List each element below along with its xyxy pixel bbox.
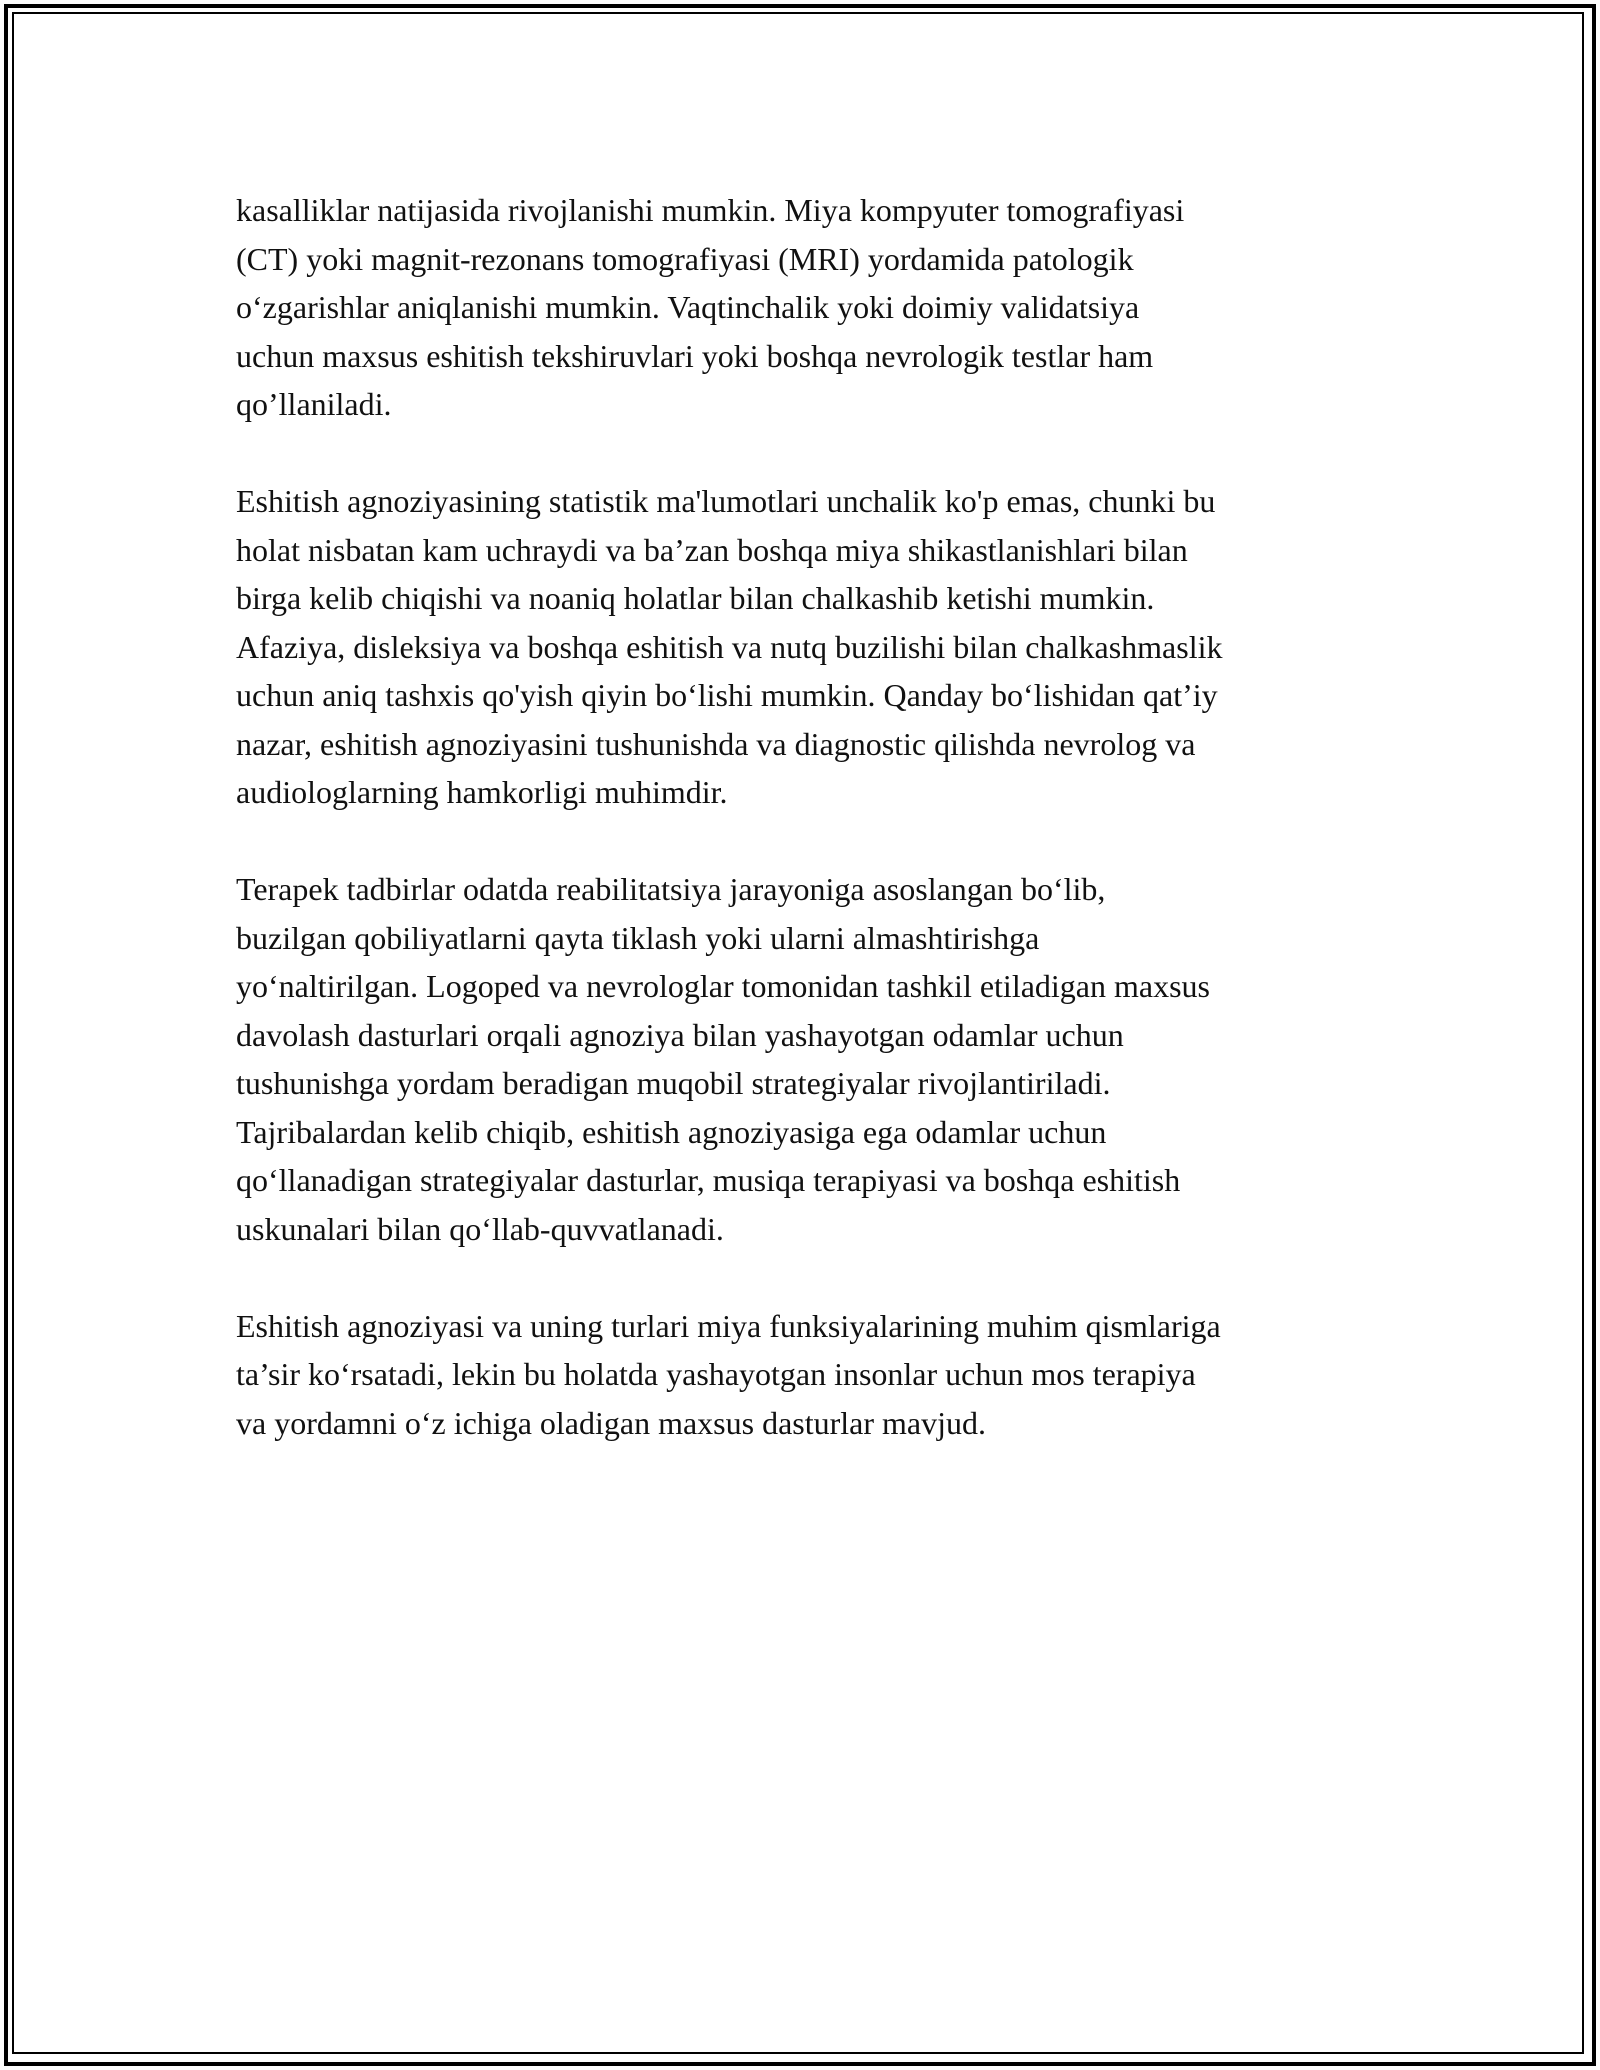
text-line: va yordamni o‘z ichiga oladigan maxsus dasturlar mavjud. (236, 1404, 987, 1441)
text-line: buzilgan qobiliyatlarni qayta tiklash yoki ularni almashtirishga (236, 919, 1040, 956)
text-line: Terapek tadbirlar odatda reabilitatsiya jarayoniga asoslangan bo‘lib, (236, 871, 1106, 907)
paragraph-4 (236, 1302, 1386, 1448)
text-line: (CT) yoki magnit-rezonans tomografiyasi (MRI) yordamida patologik (236, 240, 1134, 277)
text-line: Eshitish agnoziyasi va uning turlari miya funksiyalarining muhim qismlariga (236, 1307, 1221, 1344)
text-line: nazar, eshitish agnoziyasini tushunishda va diagnostic qilishda nevrolog va (236, 725, 1196, 762)
text-line: o‘zgarishlar aniqlanishi mumkin. Vaqtinchalik yoki doimiy validatsiya (236, 289, 1140, 325)
text-line: audiologlarning hamkorligi muhimdir. (236, 774, 728, 810)
text-line: birga kelib chiqishi va noaniq holatlar bilan chalkashib ketishi mumkin. (236, 580, 1155, 616)
text-line: Eshitish agnoziyasining statistik ma'lumotlari unchalik ko'p emas, chunki bu (236, 483, 1216, 519)
text-line: holat nisbatan kam uchraydi va ba’zan boshqa miya shikastlanishlari bilan (236, 531, 1188, 568)
text-line: davolash dasturlari orqali agnoziya bilan yashayotgan odamlar uchun (236, 1016, 1124, 1053)
text-line: Tajribalardan kelib chiqib, eshitish agnoziyasiga ega odamlar uchun (236, 1113, 1107, 1150)
text-line: qo’llaniladi. (236, 386, 392, 422)
text-line: uchun maxsus eshitish tekshiruvlari yoki boshqa nevrologik testlar ham (236, 337, 1154, 374)
text-line: ta’sir ko‘rsatadi, lekin bu holatda yashayotgan insonlar uchun mos terapiya (236, 1356, 1196, 1392)
text-line: yo‘naltirilgan. Logoped va nevrologlar tomonidan tashkil etiladigan maxsus (236, 968, 1210, 1004)
text-line: qo‘llanadigan strategiyalar dasturlar, musiqa terapiyasi va boshqa eshitish (236, 1162, 1181, 1198)
document-body (236, 186, 1386, 1496)
paragraph-1 (236, 186, 1386, 429)
paragraph-2 (236, 477, 1386, 817)
text-line: uskunalari bilan qo‘llab-quvvatlanadi. (236, 1210, 724, 1247)
text-line: uchun aniq tashxis qo'yish qiyin bo‘lishi mumkin. Qanday bo‘lishidan qat’iy (236, 677, 1218, 713)
text-line: Afaziya, disleksiya va boshqa eshitish va nutq buzilishi bilan chalkashmaslik (236, 628, 1223, 665)
paragraph-3 (236, 865, 1386, 1253)
text-line: kasalliklar natijasida rivojlanishi mumkin. Miya kompyuter tomografiyasi (236, 192, 1185, 228)
text-line: tushunishga yordam beradigan muqobil strategiyalar rivojlantiriladi. (236, 1065, 1111, 1101)
